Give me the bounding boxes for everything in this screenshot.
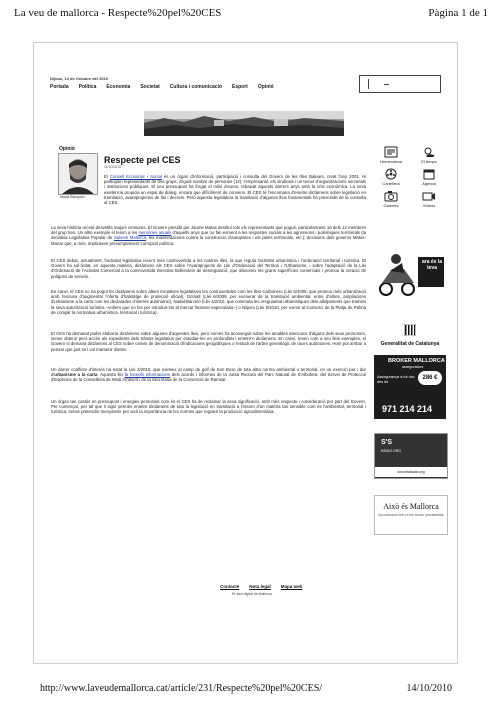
nav-esport[interactable]: Esport	[232, 84, 248, 90]
footer-tagline: El diari digital de Mallorca	[232, 592, 272, 596]
broker-price-badge: 286 €	[418, 371, 442, 385]
ad-book[interactable]	[374, 495, 448, 535]
salvem-mallorca-link[interactable]: Salvem Mallorca	[113, 235, 147, 241]
video-camera-icon	[422, 190, 436, 202]
sidebar-link-videos[interactable]	[411, 190, 447, 208]
sidebar-label-agenda: Agenda	[422, 181, 436, 186]
p6-text-mid: . Aquesta llei	[97, 372, 125, 378]
article-paragraph-1	[104, 174, 366, 205]
main-nav	[50, 84, 274, 90]
footer-links	[220, 584, 302, 589]
article-paragraph-7: Un òrgan tan costós en pressupost i energies personals com és el CES ha de reclamar la seva significació, amb més respecte i consideració per part del Govern. Per començar, per tal que li sigui permès emetre dictàmens de tota la legislació en tramitació a l'entorn d'un matèria tan sensible com és l'ambiental, territorial i turística; sense pretendre menystenir per això la importància de les normes que regulen la producció agroalimentària.	[51, 399, 366, 415]
ad-generalitat[interactable]	[374, 323, 446, 345]
nav-portada[interactable]: Portada	[50, 84, 69, 90]
scooter-illustration	[374, 247, 446, 299]
nav-societat[interactable]: Societat	[140, 84, 160, 90]
book-title: Això és Mallorca	[383, 502, 439, 511]
article-paragraph-4: En canvi, el CES no ha pogut fer dictàmens sobre altres iniciatives legislatives les controvertides com les lleis Carbonero (Llei 5/2008, que promou més urbanització amb l'excusa d'augmentar l'oferta d'habitatge de protecció oficial), Grimalt (Llei 6/2009, per exonerar de la tramitació ambiental, entre d'altres, ampliacions d'urbanisme a la carta com les declarades d'interès autonòmic), Nadal-Barceló (Llei 4/2010, que commuta les irregularitat urbanístiques dels allotjaments que tramitin la seva autorització turística –volíem que no fos per introduir-los al mercat financer-especulatiu–) o Nàjera (Llei 6/2010, per eximir al Consorci de la Platja de Palma de complir la normativa urbanística, territorial i turística).	[51, 289, 366, 315]
broker-phone: 971 214 214	[382, 404, 433, 414]
article-paragraph-6	[51, 367, 366, 383]
p2-text-mid: d'aquells anys que no fan esment a les respostes socials a les agressions i polèmiques territorials (la iniciativa Legislativa Popular de	[51, 230, 367, 241]
broker-offer	[377, 375, 415, 384]
nav-opinio[interactable]: Opinió	[257, 84, 274, 90]
site-date: Dijous, 14 de Octubre del 2010	[50, 76, 109, 81]
p2-text-post: , les manifestacions contra la construcció d'autopistes i els plans territorials, etc.); decisions dels governs Matas-Munar que, a més, implicaven presumptament corrupció política.	[51, 235, 366, 246]
header-landscape-image	[144, 111, 344, 136]
sidebar-label-cartellera: Cartellera	[382, 181, 400, 186]
radio-logo: S'S	[381, 439, 393, 446]
annual-reports-link[interactable]: memòries anuals	[138, 230, 172, 236]
author-name: Macià Blàzquez	[60, 195, 85, 199]
generalitat-label: Generalitat de Catalunya	[380, 341, 440, 347]
book-subtitle: Aproximació breu a les seves peculiaritats	[378, 513, 444, 517]
article-date: 11/10/2010	[104, 165, 122, 169]
article-paragraph-3: El CES debat, actualment, l'activitat legislativa recent més controvertida a les nostres illes, la que regula l'activitat urbanística i l'ordenació territorial i turística. El Govern ha sol·licitat, en aquesta matèria, dictàmens als CES sobre l'Avantprojecte de Llei d'Ordenació del Territori i l'Urbanisme, i sobre l'adaptació de la Llei d'Ordenació de l'Activitat Comercial a la controvertida Directiva Bolkestein de desregulació, que afavoreix les grans superfícies comercials i promou la creació de polígons de serveis.	[51, 258, 366, 279]
print-footer-date: 14/10/2010	[406, 683, 452, 694]
p1-text-pre: El	[104, 174, 110, 179]
footer-link-nota-legal[interactable]: Nota legal	[249, 584, 271, 589]
web-page	[33, 42, 458, 664]
logo-mark-dash	[384, 84, 389, 85]
p6-text-pre: Un darrer conflicte d'interès ha estat la Llei 3/2010, que eximeix al camp de golf de Son Bosc de tota altra norma ambiental o territorial, en un exercici pur i dur d'	[51, 367, 366, 378]
print-header-title: La veu de mallorca - Respecte%20pel%20CES	[14, 7, 222, 19]
sidebar-label-galeries: Galeries	[383, 203, 399, 208]
author-photo	[58, 153, 98, 195]
footer-link-contacte[interactable]: Contacte	[220, 584, 240, 589]
camera-icon	[384, 190, 398, 202]
nav-politica[interactable]: Política	[78, 84, 97, 90]
fa-fonedis-link[interactable]: fa fonedís informacions	[124, 372, 171, 378]
p1-text: és un òrgan d'informació, participació i consulta del Govern de les Illes Balears, creat l'any 2001. Hi participen representants de tres grups, d'igual nombre de persones (12): l'empresarial, els sindicats i un tercer d'organitzacions sectorials i institucions públiques. El seu pressupost ha fregat el milió d'euros, rebaixat aquests darrers anys amb la crisi econòmica. La seva existència propicia un espai de diàleg, encara que difícilment de consens. El CES té l'encomana d'emetre dictàmens sobre legislació en tramitació, avantprojectes de llei i decrets. Però aquesta legislatura la tramitació d'algunes lleis fonamentals ha prescindit de la consulta al CES.	[104, 174, 367, 206]
print-header-page-number: Pàgina 1 de 1	[428, 7, 488, 19]
article-paragraph-5: El CES ha demanat poder elaborar dictàmens sobre algunes d'aquestes lleis, però només ha aconseguit sobre les amables atencions d'alguns dels seus promotors, sense obtenir però accés als expedients dels tràmits legislatius per estudiar-les en profunditat i emetre'n dictàmens. En canvi, tenen com a seu lleis exemples, el Govern sí demana dictàmens al CES sobre canvis de denominació d'indicacions geogràfiques o l'estudi de l'arbre genealògic de races autòctones. Hom pot arribar a pensar que just se l vol mantenir distret.	[51, 331, 366, 352]
ces-link[interactable]: Consell Econòmic i Social	[109, 174, 162, 179]
footer-link-mapa-web[interactable]: Mapa web	[280, 584, 303, 589]
weather-icon	[422, 146, 436, 158]
p6-bold-text: urbanisme a la carta	[54, 372, 98, 378]
site-logo-box[interactable]	[359, 75, 441, 93]
nav-economia[interactable]: Economia	[106, 84, 131, 90]
sidebar-link-galeries[interactable]	[373, 190, 409, 208]
sidebar-link-cartellera[interactable]	[373, 168, 409, 186]
broker-subtitle: asseguradors	[402, 365, 424, 369]
radio-subtitle: RÀDIO.ORG	[381, 449, 402, 453]
article-paragraph-2	[51, 225, 366, 246]
gran-tour-slogan: ara és la teva	[421, 259, 443, 271]
p2-text-pre: La seva història recent desvetlla majors censures. El Govern presidit per Jaume Matas destituí tots els representants que pogué, particularment 10 dels 12 membres del grup tres. Un altre exemple el tenim a les	[51, 225, 366, 236]
ad-gran-tour[interactable]	[374, 247, 446, 327]
sidebar-link-hemeroteca[interactable]	[373, 146, 409, 164]
calendar-icon	[422, 168, 436, 180]
ad-radio[interactable]	[374, 433, 448, 479]
logo-mark	[368, 79, 369, 89]
article-title: Respecte pel CES	[104, 155, 181, 165]
newspaper-icon	[384, 146, 398, 158]
section-label: Opinió	[59, 146, 75, 152]
broker-name: BROKER MALLORCA	[388, 358, 445, 364]
broker-offer-line2: des de	[377, 379, 389, 384]
sidebar-link-agenda[interactable]	[411, 168, 447, 186]
print-footer-url: http://www.laveudemallorca.cat/article/231/Respecte%20pel%20CES/	[40, 683, 323, 694]
sidebar-label-videos: Vídeos	[422, 203, 436, 208]
p6-text-post: dels acords i informes de la Junta Rectora del Parc Natural de S'Albufera, del Servei de Protecció d'Espècies de la Conselleria de Medi Ambient i de la Secretaria de la Convenció de Ramsar.	[51, 372, 367, 383]
nav-cultura[interactable]: Cultura i comunicació	[169, 84, 223, 90]
sidebar-label-hemeroteca: Hemeroteca	[380, 159, 402, 164]
radio-url: sonoritatradio.org	[375, 467, 447, 477]
broker-offer-line1: Assegurança a tot risc	[377, 375, 415, 379]
ad-broker-mallorca[interactable]	[374, 355, 446, 419]
film-reel-icon	[384, 168, 398, 180]
generalitat-flag-icon	[404, 324, 416, 336]
sidebar-link-temps[interactable]	[411, 146, 447, 164]
sidebar-label-temps: El temps	[421, 159, 437, 164]
